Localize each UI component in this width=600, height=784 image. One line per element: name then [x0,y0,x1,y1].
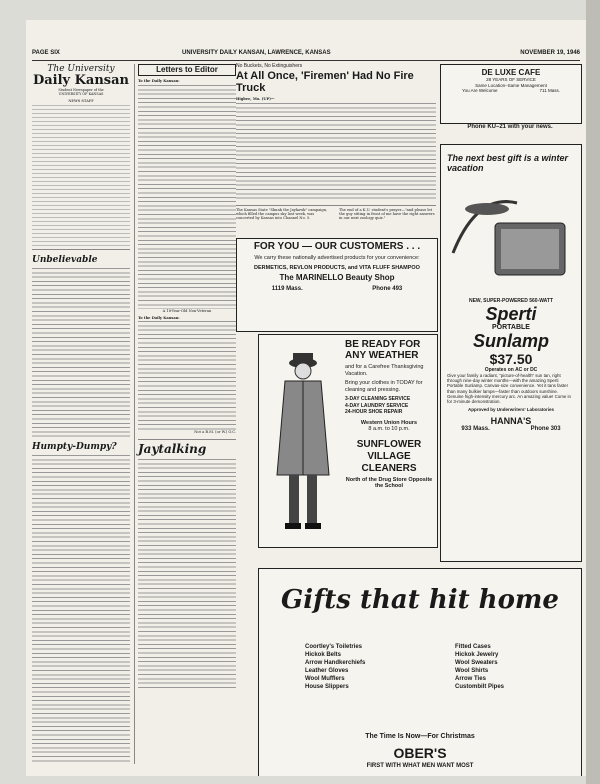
hannas-sunlamp-ad [440,144,582,562]
sunlamp-ops: Operates on AC or DC [484,367,538,373]
masthead [32,64,130,96]
text-block [138,84,236,309]
text-block [32,454,130,764]
shop-phone: Phone 493 [372,286,403,292]
cleaners-bring: Bring your clothes in TODAY for cleaning and pressing. [345,380,423,393]
letter-signoff: Not a B.M. (or W.) O.C. [194,430,236,435]
gift-list-right [455,643,504,691]
sunlamp-illustration [447,173,575,293]
sunlamp-brand: Sperti [485,304,537,324]
letter-salutation: To the Daily Kansan: [138,79,180,84]
sunlamp-approved: Approved by Underwriters' Laboratories [467,407,555,413]
gift-item: Hickok Jewelry [455,652,499,658]
gift-list-left [305,643,365,691]
cleaners-name: SUNFLOWER VILLAGE CLEANERS [356,438,422,474]
masthead-title: Daily Kansan [32,73,130,88]
editorial-unbelievable: Unbelievable [32,255,98,265]
masthead-sub1: Student Newspaper of the [58,88,104,92]
man-in-trenchcoat-illustration [263,345,341,541]
masthead-sub2: UNIVERSITY OF KANSAS [58,92,104,96]
gift-item: Coortley's Toiletries [305,644,362,650]
deluxe-cafe-ad [440,64,582,124]
shop-name: The MARINELLO Beauty Shop [279,273,395,282]
paper-name: UNIVERSITY DAILY KANSAN, LAWRENCE, KANSAS [182,50,331,56]
header-rule [32,60,580,61]
page-header [32,50,580,60]
newspaper-page [26,20,586,776]
service-item: 24-HOUR SHOE REPAIR [345,409,403,415]
sunlamp-portable: PORTABLE [492,324,530,331]
gift-item: Wool Mufflers [305,676,345,682]
cafe-address: 711 Mass. [539,88,560,93]
page-edge [586,0,600,784]
gift-item: Leather Gloves [305,668,349,674]
news-staff-heading: NEWS STAFF [32,99,130,103]
gift-item: Wool Shirts [455,668,489,674]
column-2 [134,64,236,764]
hannas-phone: Phone 303 [530,426,561,433]
editorial-humpty: Humpty-Dumpy? [32,442,117,452]
cafe-line1: 28 YEARS OF SERVICE [486,77,536,82]
text-block [32,267,130,437]
hannas-address: 933 Mass. [461,426,490,433]
cafe-line3: You Are Welcome [462,88,498,93]
cleaners-sub: and for a Carefree Thanksgiving Vacation. [345,364,424,377]
sunlamp-body: Give your family a radiant, "picture-of-health" sun tan, right through nine-day winter months—with the amazing Sperti Portable Sunlamp. Canvas-size convenience. Yet it tans faster than many bulkier lamps—faster than outdoors sunshine. Genuine high-intensity mercury arc. An amazing value! Come in for 3-minute demonstration. [447,373,571,405]
news-headline: At All Once, 'Firemen' Had No Fire Truck [236,70,414,95]
gift-item: Arrow Ties [455,676,486,682]
gift-item: Custombilt Pipes [455,684,505,690]
gift-item: Fitted Cases [455,644,491,650]
letter-signoff: A 18-Year-Old Non-Veteran [162,308,212,313]
sunlamp-gift-line: The next best gift is a winter vacation [447,153,569,173]
sunlamp-price: $37.50 [489,351,533,367]
date: NOVEMBER 19, 1946 [520,50,580,56]
cafe-line2: Same Location–Same Management [475,82,547,88]
obers-time: The Time Is Now—For Christmas [365,733,475,740]
customers-headline: FOR YOU — OUR CUSTOMERS . . . [253,241,421,252]
hannas-name: HANNA'S [490,416,532,427]
gift-item: Hickok Belts [305,652,342,658]
text-block [138,458,236,688]
cafe-name: DE LUXE CAFE [481,68,541,77]
obers-tagline: FIRST WITH WHAT MEN WANT MOST [366,763,474,769]
letters-heading: Letters to Editor [138,64,236,76]
customers-body: We carry these nationally advertised products for your convenience: [254,255,420,261]
union-hours: 8 a.m. to 10 p.m. [368,426,410,432]
letter-salutation: To the Daily Kansan: [138,315,180,320]
shop-address: 1119 Mass. [271,286,303,292]
text-block [138,320,236,430]
services-list [345,396,433,416]
jaytalking-heading: Jaytalking [138,439,236,456]
news-kicker: No Buckets, No Extinguishers [236,63,303,69]
gift-item: Wool Sweaters [455,660,498,666]
marinello-ad [236,238,438,332]
union-hours-label: Western Union Hours [360,419,418,426]
sunflower-cleaners-ad [258,334,438,548]
sunlamp-tagline: NEW, SUPER-POWERED 560-WATT [468,298,554,304]
cleaners-location: North of the Drug Store Opposite the School [345,476,433,489]
fire-truck-story [236,64,436,238]
sunlamp-product: Sunlamp [472,331,549,351]
masthead-line1: The University [47,64,115,74]
service-item: 3-DAY CLEANING SERVICE [345,396,411,402]
staff-block [32,99,130,250]
cleaners-headline: BE READY FOR ANY WEATHER [345,339,421,361]
news-dateline: Higbee, Mo. (UP)— [236,97,275,102]
text-block [236,102,436,202]
gift-item: House Slippers [305,684,349,690]
column-1 [32,64,130,764]
obers-name: OBER'S [393,745,447,761]
customers-products: DERMETICS, REVLON PRODUCTS, and VITA FLUFF SHAMPOO [254,264,420,271]
news-brief-2: The end of a K.U. student's prayer—"and please let the guy sitting in front of me have the right answers in our next zoology quiz." [339,207,435,221]
service-item: 4-DAY LAUNDRY SERVICE [345,402,409,409]
gift-item: Arrow Handkerchiefs [305,660,366,666]
obers-title: Gifts that hit home [281,585,559,615]
obers-ad [258,568,582,776]
phone-promo: Phone KU–21 with your news. [467,124,553,130]
page-number: PAGE SIX [32,50,60,56]
news-brief-1: The Kansas State "Skunk the Jayhawk" campaign, which filled the campus sky last week, was concerted by Kansas into Channel No. 5. [236,207,328,221]
